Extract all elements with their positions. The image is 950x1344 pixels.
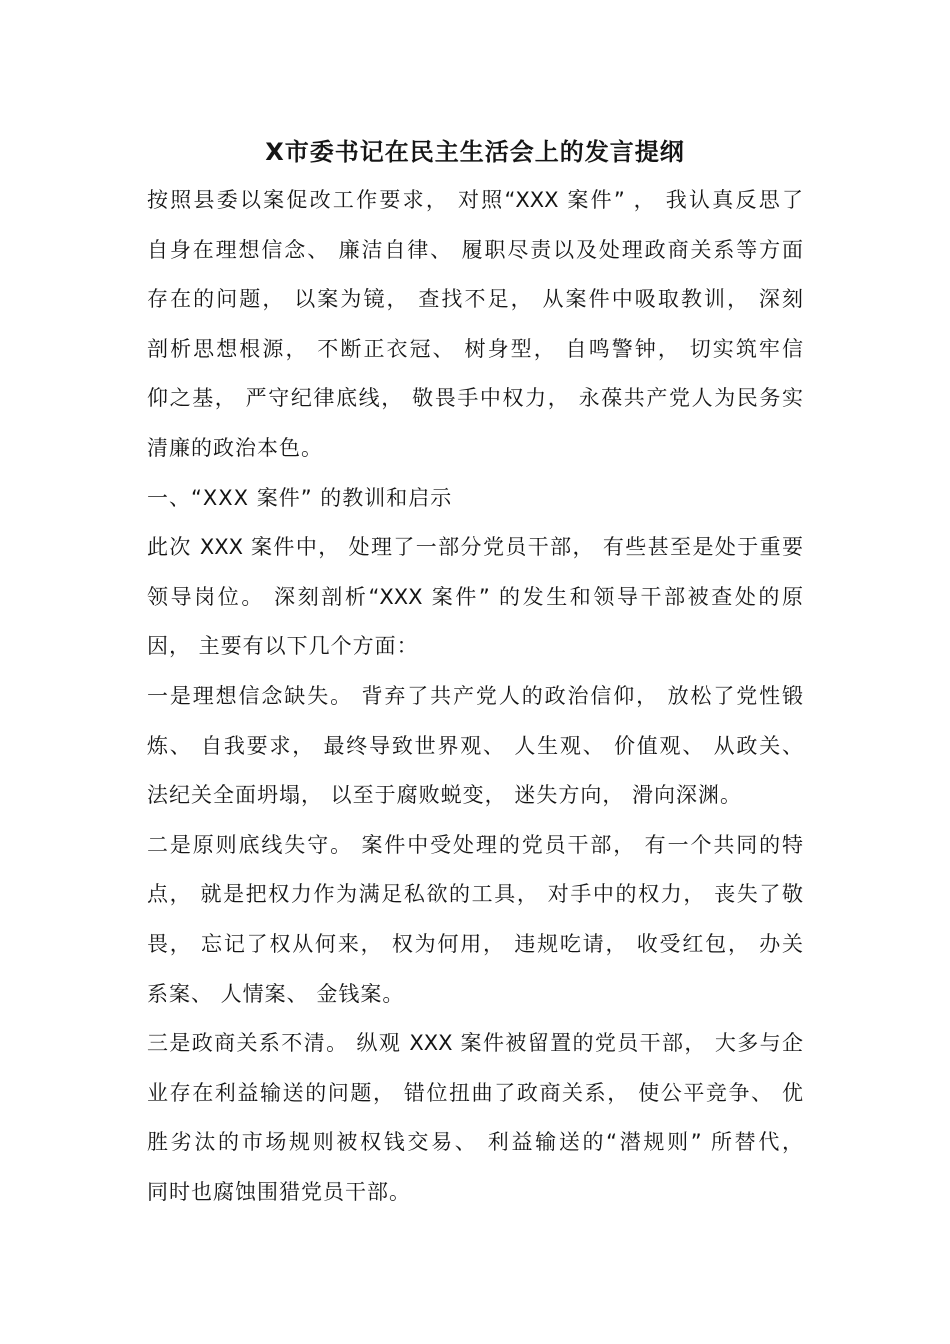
text-line: 此次 XXX 案件中， 处理了一部分党员干部， 有些甚至是处于重要	[147, 535, 803, 560]
text-line: 法纪关全面坍塌， 以至于腐败蜕变， 迷失方向， 滑向深渊。	[147, 783, 743, 808]
text-line: 一、“XXX 案件” 的教训和启示	[147, 485, 453, 510]
text-line: 二是原则底线失守。 案件中受处理的党员干部， 有一个共同的特	[147, 832, 803, 857]
text-line: 点， 就是把权力作为满足私欲的工具， 对手中的权力， 丧失了敬	[147, 882, 803, 907]
text-line: 仰之基， 严守纪律底线， 敬畏手中权力， 永葆共产党人为民务实	[147, 386, 803, 411]
text-line: 自身在理想信念、 廉洁自律、 履职尽责以及处理政商关系等方面	[147, 237, 803, 262]
text-line: 业存在利益输送的问题， 错位扭曲了政商关系， 使公平竞争、 优	[147, 1080, 803, 1105]
text-line: 存在的问题， 以案为镜， 查找不足， 从案件中吸取教训， 深刻	[147, 287, 803, 312]
text-line: 炼、 自我要求， 最终导致世界观、 人生观、 价值观、 从政关、	[147, 733, 803, 758]
text-line: 系案、 人情案、 金钱案。	[147, 981, 405, 1006]
text-line: 三是政商关系不清。 纵观 XXX 案件被留置的党员干部， 大多与企	[147, 1031, 803, 1056]
text-line: 同时也腐蚀围猎党员干部。	[147, 1180, 411, 1204]
text-line: 因， 主要有以下几个方面：	[147, 634, 419, 659]
document-title: X市委书记在民主生活会上的发言提纲	[265, 138, 685, 166]
text-line: 一是理想信念缺失。 背弃了共产党人的政治信仰， 放松了党性锻	[147, 684, 803, 708]
text-line: 剖析思想根源， 不断正衣冠、 树身型， 自鸣警钟， 切实筑牢信	[147, 336, 803, 361]
text-line: 胜劣汰的市场规则被权钱交易、 利益输送的“潜规则” 所替代，	[147, 1130, 803, 1155]
text-line: 清廉的政治本色。	[147, 436, 323, 460]
text-line: 畏， 忘记了权从何来， 权为何用， 违规吃请， 收受红包， 办关	[147, 932, 803, 956]
text-line: 领导岗位。 深刻剖析“XXX 案件” 的发生和领导干部被查处的原	[147, 584, 803, 609]
text-line: 按照县委以案促改工作要求， 对照“XXX 案件” ， 我认真反思了	[147, 188, 803, 212]
